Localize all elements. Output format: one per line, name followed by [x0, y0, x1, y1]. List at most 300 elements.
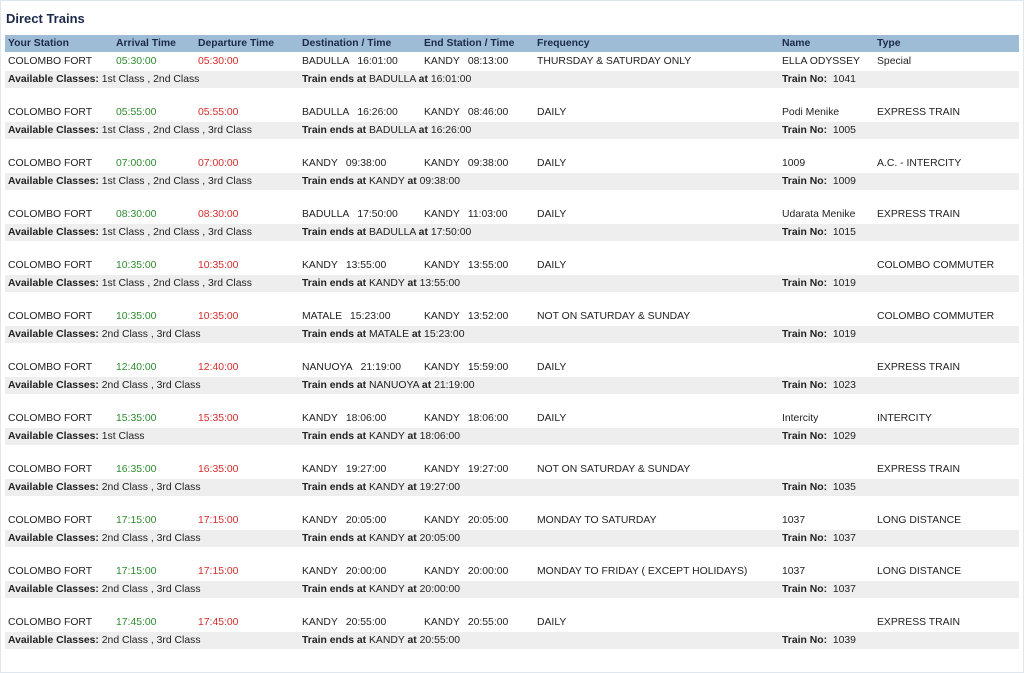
ends-at-label: at [418, 74, 428, 85]
ends-label: Train ends at [302, 176, 367, 187]
ends-label: Train ends at [302, 533, 367, 544]
classes-label: Available Classes: [8, 329, 99, 340]
train-no-value: 1029 [832, 431, 856, 442]
row-spacer [5, 598, 1019, 613]
classes-label: Available Classes: [8, 431, 99, 442]
train-row[interactable] [5, 562, 1019, 581]
end-station-time: 13:52:00 [467, 311, 509, 322]
train-ends [299, 632, 779, 649]
train-detail-row [5, 632, 1019, 649]
destination-cell [299, 256, 421, 275]
train-row[interactable] [5, 256, 1019, 275]
end-station: KANDY [424, 464, 460, 475]
end-station-cell [421, 460, 534, 479]
available-classes [5, 479, 299, 496]
destination-station: KANDY [302, 260, 338, 271]
end-station-time: 20:05:00 [467, 515, 509, 526]
end-station: KANDY [424, 515, 460, 526]
header-departure-time: Departure Time [195, 35, 299, 52]
train-name: Udarata Menike [782, 209, 856, 220]
train-detail-row [5, 122, 1019, 139]
departure-time: 05:30:00 [198, 56, 239, 67]
available-classes [5, 530, 299, 547]
classes-label: Available Classes: [8, 635, 99, 646]
arrival-time: 10:35:00 [116, 311, 157, 322]
destination-station: KANDY [302, 158, 338, 169]
ends-at-label: at [407, 482, 417, 493]
train-no-value: 1015 [832, 227, 856, 238]
ends-label: Train ends at [302, 329, 367, 340]
row-spacer [5, 394, 1019, 409]
row-spacer [5, 139, 1019, 154]
classes-value: 1st Class [101, 431, 145, 442]
arrival-time: 16:35:00 [116, 464, 157, 475]
frequency-cell: DAILY [537, 362, 567, 373]
end-station-time: 08:13:00 [467, 56, 509, 67]
frequency-cell: DAILY [537, 158, 567, 169]
train-name [779, 460, 874, 479]
train-ends [299, 530, 779, 547]
ends-station: NANUOYA [368, 380, 420, 391]
available-classes [5, 377, 299, 394]
row-spacer [5, 88, 1019, 103]
end-station-time: 13:55:00 [467, 260, 509, 271]
destination-cell [299, 613, 421, 632]
available-classes [5, 224, 299, 241]
ends-station: BADULLA [368, 125, 416, 136]
ends-station: MATALE [368, 329, 410, 340]
train-ends [299, 224, 779, 241]
train-detail-row [5, 377, 1019, 394]
end-station-cell [421, 358, 534, 377]
end-station-cell [421, 511, 534, 530]
train-ends [299, 275, 779, 292]
ends-label: Train ends at [302, 278, 367, 289]
frequency-cell: DAILY [537, 107, 567, 118]
end-station-cell [421, 613, 534, 632]
ends-at-label: at [418, 227, 428, 238]
destination-station: BADULLA [302, 107, 350, 118]
classes-label: Available Classes: [8, 125, 99, 136]
train-number [779, 224, 1019, 241]
arrival-time: 17:15:00 [116, 566, 157, 577]
destination-cell [299, 205, 421, 224]
station-cell: COLOMBO FORT [8, 158, 93, 169]
arrival-time: 12:40:00 [116, 362, 157, 373]
header-name: Name [779, 35, 874, 52]
train-no-value: 1019 [832, 278, 856, 289]
destination-time: 09:38:00 [345, 158, 387, 169]
ends-time: 18:06:00 [419, 431, 461, 442]
ends-label: Train ends at [302, 482, 367, 493]
train-type: A.C. - INTERCITY [877, 158, 962, 169]
train-ends [299, 377, 779, 394]
destination-time: 19:27:00 [345, 464, 387, 475]
classes-value: 1st Class , 2nd Class , 3rd Class [101, 278, 252, 289]
train-name: ELLA ODYSSEY [782, 56, 860, 67]
row-spacer [5, 292, 1019, 307]
end-station-time: 18:06:00 [467, 413, 509, 424]
train-number [779, 122, 1019, 139]
end-station-time: 19:27:00 [467, 464, 509, 475]
ends-label: Train ends at [302, 635, 367, 646]
classes-label: Available Classes: [8, 584, 99, 595]
classes-label: Available Classes: [8, 380, 99, 391]
ends-at-label: at [411, 329, 422, 340]
end-station-time: 09:38:00 [467, 158, 509, 169]
train-no-value: 1023 [832, 380, 856, 391]
ends-at-label: at [407, 635, 417, 646]
train-detail-row [5, 581, 1019, 598]
ends-at-label: at [407, 584, 417, 595]
ends-time: 20:00:00 [419, 584, 461, 595]
train-number [779, 479, 1019, 496]
destination-time: 20:55:00 [345, 617, 387, 628]
end-station: KANDY [424, 56, 460, 67]
ends-time: 13:55:00 [419, 278, 461, 289]
departure-time: 17:15:00 [198, 515, 239, 526]
train-no-label: Train No: [782, 278, 828, 289]
train-no-label: Train No: [782, 380, 828, 391]
station-cell: COLOMBO FORT [8, 515, 93, 526]
spacer-cell [5, 292, 1019, 307]
train-name [779, 307, 874, 326]
train-number [779, 275, 1019, 292]
train-type: EXPRESS TRAIN [877, 362, 960, 373]
train-row[interactable] [5, 103, 1019, 122]
train-row[interactable] [5, 307, 1019, 326]
ends-label: Train ends at [302, 431, 367, 442]
destination-time: 13:55:00 [345, 260, 387, 271]
destination-time: 20:05:00 [345, 515, 387, 526]
train-number [779, 377, 1019, 394]
destination-cell [299, 358, 421, 377]
train-detail-row [5, 275, 1019, 292]
ends-label: Train ends at [302, 125, 367, 136]
arrival-time: 10:35:00 [116, 260, 157, 271]
station-cell: COLOMBO FORT [8, 464, 93, 475]
arrival-time: 08:30:00 [116, 209, 157, 220]
departure-time: 17:45:00 [198, 617, 239, 628]
frequency-cell: MONDAY TO SATURDAY [537, 515, 657, 526]
train-number [779, 632, 1019, 649]
ends-label: Train ends at [302, 584, 367, 595]
end-station-cell [421, 205, 534, 224]
end-station: KANDY [424, 362, 460, 373]
destination-cell [299, 154, 421, 173]
row-spacer [5, 343, 1019, 358]
ends-label: Train ends at [302, 380, 367, 391]
train-detail-row [5, 428, 1019, 445]
header-your-station: Your Station [5, 35, 113, 52]
row-spacer [5, 190, 1019, 205]
train-number [779, 71, 1019, 88]
train-no-value: 1009 [832, 176, 856, 187]
train-type: INTERCITY [877, 413, 932, 424]
train-detail-row [5, 224, 1019, 241]
destination-time: 16:01:00 [357, 56, 398, 67]
ends-at-label: at [418, 125, 428, 136]
spacer-cell [5, 445, 1019, 460]
station-cell: COLOMBO FORT [8, 209, 93, 220]
classes-label: Available Classes: [8, 533, 99, 544]
ends-time: 16:01:00 [430, 74, 472, 85]
end-station-time: 20:00:00 [467, 566, 509, 577]
header-frequency: Frequency [534, 35, 779, 52]
end-station-time: 20:55:00 [467, 617, 509, 628]
train-ends [299, 173, 779, 190]
train-ends [299, 122, 779, 139]
destination-time: 15:23:00 [350, 311, 391, 322]
end-station: KANDY [424, 209, 460, 220]
end-station-time: 08:46:00 [467, 107, 509, 118]
spacer-cell [5, 343, 1019, 358]
spacer-cell [5, 394, 1019, 409]
destination-cell [299, 562, 421, 581]
ends-label: Train ends at [302, 74, 367, 85]
train-no-label: Train No: [782, 635, 828, 646]
classes-value: 1st Class , 2nd Class , 3rd Class [101, 125, 252, 136]
destination-station: MATALE [302, 311, 343, 322]
station-cell: COLOMBO FORT [8, 413, 93, 424]
train-name: 1037 [782, 566, 806, 577]
ends-time: 16:26:00 [430, 125, 472, 136]
spacer-cell [5, 190, 1019, 205]
departure-time: 10:35:00 [198, 311, 239, 322]
end-station-cell [421, 562, 534, 581]
ends-station: KANDY [368, 533, 405, 544]
classes-label: Available Classes: [8, 278, 99, 289]
destination-cell [299, 460, 421, 479]
arrival-time: 05:30:00 [116, 56, 157, 67]
train-name: Podi Menike [782, 107, 840, 118]
end-station: KANDY [424, 617, 460, 628]
train-no-label: Train No: [782, 482, 828, 493]
train-name: Intercity [782, 413, 819, 424]
classes-label: Available Classes: [8, 482, 99, 493]
frequency-cell: THURSDAY & SATURDAY ONLY [537, 56, 692, 67]
frequency-cell: DAILY [537, 413, 567, 424]
classes-value: 2nd Class , 3rd Class [101, 329, 201, 340]
ends-station: KANDY [368, 176, 405, 187]
ends-time: 20:55:00 [419, 635, 461, 646]
train-type: EXPRESS TRAIN [877, 209, 960, 220]
ends-at-label: at [407, 278, 417, 289]
train-name [779, 613, 874, 632]
classes-value: 1st Class , 2nd Class , 3rd Class [101, 227, 252, 238]
train-number [779, 530, 1019, 547]
available-classes [5, 122, 299, 139]
train-row[interactable] [5, 511, 1019, 530]
row-spacer [5, 445, 1019, 460]
available-classes [5, 71, 299, 88]
station-cell: COLOMBO FORT [8, 311, 93, 322]
end-station-cell [421, 409, 534, 428]
train-row[interactable] [5, 358, 1019, 377]
spacer-cell [5, 496, 1019, 511]
classes-value: 2nd Class , 3rd Class [101, 482, 201, 493]
row-spacer [5, 496, 1019, 511]
classes-value: 2nd Class , 3rd Class [101, 635, 201, 646]
train-no-label: Train No: [782, 176, 828, 187]
spacer-cell [5, 139, 1019, 154]
station-cell: COLOMBO FORT [8, 260, 93, 271]
destination-time: 16:26:00 [357, 107, 398, 118]
departure-time: 15:35:00 [198, 413, 239, 424]
ends-station: KANDY [368, 635, 405, 646]
departure-time: 17:15:00 [198, 566, 239, 577]
train-number [779, 326, 1019, 343]
train-no-label: Train No: [782, 584, 828, 595]
end-station: KANDY [424, 311, 460, 322]
available-classes [5, 428, 299, 445]
train-detail-row [5, 71, 1019, 88]
destination-cell [299, 307, 421, 326]
destination-station: BADULLA [302, 209, 350, 220]
row-spacer [5, 241, 1019, 256]
arrival-time: 15:35:00 [116, 413, 157, 424]
ends-time: 15:23:00 [424, 329, 465, 340]
classes-value: 2nd Class , 3rd Class [101, 533, 201, 544]
train-ends [299, 71, 779, 88]
train-ends [299, 326, 779, 343]
destination-station: BADULLA [302, 56, 350, 67]
ends-station: KANDY [368, 482, 405, 493]
available-classes [5, 173, 299, 190]
destination-station: NANUOYA [302, 362, 353, 373]
station-cell: COLOMBO FORT [8, 362, 93, 373]
train-row[interactable] [5, 460, 1019, 479]
classes-value: 2nd Class , 3rd Class [101, 584, 201, 595]
ends-at-label: at [421, 380, 432, 391]
available-classes [5, 326, 299, 343]
ends-time: 20:05:00 [419, 533, 461, 544]
station-cell: COLOMBO FORT [8, 107, 93, 118]
classes-label: Available Classes: [8, 176, 99, 187]
end-station-time: 11:03:00 [467, 209, 508, 220]
train-detail-row [5, 530, 1019, 547]
train-type: EXPRESS TRAIN [877, 464, 960, 475]
ends-station: KANDY [368, 584, 405, 595]
departure-time: 10:35:00 [198, 260, 239, 271]
departure-time: 07:00:00 [198, 158, 239, 169]
available-classes [5, 275, 299, 292]
end-station-time: 15:59:00 [467, 362, 509, 373]
destination-cell [299, 52, 421, 71]
train-ends [299, 581, 779, 598]
train-name [779, 256, 874, 275]
header-destination: Destination / Time [299, 35, 421, 52]
train-detail-row [5, 173, 1019, 190]
departure-time: 16:35:00 [198, 464, 239, 475]
ends-at-label: at [407, 176, 417, 187]
end-station: KANDY [424, 413, 460, 424]
train-no-label: Train No: [782, 227, 828, 238]
arrival-time: 17:45:00 [116, 617, 157, 628]
train-type: LONG DISTANCE [877, 566, 962, 577]
train-type: LONG DISTANCE [877, 515, 962, 526]
train-type: Special [877, 56, 912, 67]
arrival-time: 17:15:00 [116, 515, 157, 526]
destination-time: 17:50:00 [357, 209, 398, 220]
table-header [5, 35, 1019, 52]
train-row[interactable] [5, 154, 1019, 173]
train-no-value: 1039 [832, 635, 856, 646]
train-no-value: 1005 [832, 125, 856, 136]
spacer-cell [5, 598, 1019, 613]
destination-cell [299, 103, 421, 122]
train-row[interactable] [5, 205, 1019, 224]
train-name: 1009 [782, 158, 806, 169]
page-title: Direct Trains [6, 11, 85, 26]
departure-time: 12:40:00 [198, 362, 239, 373]
header-type: Type [874, 35, 1019, 52]
end-station: KANDY [424, 107, 460, 118]
available-classes [5, 632, 299, 649]
ends-time: 19:27:00 [419, 482, 461, 493]
frequency-cell: DAILY [537, 209, 567, 220]
station-cell: COLOMBO FORT [8, 56, 93, 67]
ends-station: BADULLA [368, 227, 416, 238]
arrival-time: 07:00:00 [116, 158, 157, 169]
end-station-cell [421, 103, 534, 122]
end-station-cell [421, 307, 534, 326]
destination-station: KANDY [302, 617, 338, 628]
header-end-station: End Station / Time [421, 35, 534, 52]
end-station: KANDY [424, 260, 460, 271]
ends-station: KANDY [368, 431, 405, 442]
frequency-cell: MONDAY TO FRIDAY ( EXCEPT HOLIDAYS) [537, 566, 748, 577]
ends-label: Train ends at [302, 227, 367, 238]
frequency-cell: NOT ON SATURDAY & SUNDAY [537, 464, 691, 475]
classes-label: Available Classes: [8, 74, 99, 85]
train-no-label: Train No: [782, 431, 828, 442]
available-classes [5, 581, 299, 598]
classes-value: 1st Class , 2nd Class [101, 74, 200, 85]
train-row[interactable] [5, 409, 1019, 428]
ends-station: BADULLA [368, 74, 416, 85]
destination-station: KANDY [302, 464, 338, 475]
end-station: KANDY [424, 158, 460, 169]
end-station-cell [421, 154, 534, 173]
spacer-cell [5, 241, 1019, 256]
station-cell: COLOMBO FORT [8, 617, 93, 628]
train-no-value: 1037 [832, 584, 856, 595]
destination-station: KANDY [302, 515, 338, 526]
ends-at-label: at [407, 431, 417, 442]
train-row[interactable] [5, 613, 1019, 632]
train-row[interactable] [5, 52, 1019, 71]
train-number [779, 428, 1019, 445]
spacer-cell [5, 547, 1019, 562]
train-no-label: Train No: [782, 533, 828, 544]
destination-time: 18:06:00 [345, 413, 387, 424]
station-cell: COLOMBO FORT [8, 566, 93, 577]
destination-time: 20:00:00 [345, 566, 387, 577]
destination-time: 21:19:00 [360, 362, 402, 373]
train-no-label: Train No: [782, 125, 828, 136]
train-no-value: 1041 [832, 74, 856, 85]
train-type: COLOMBO COMMUTER [877, 260, 995, 271]
train-no-label: Train No: [782, 329, 828, 340]
train-name [779, 358, 874, 377]
train-no-label: Train No: [782, 74, 828, 85]
train-no-value: 1037 [832, 533, 856, 544]
train-detail-row [5, 326, 1019, 343]
train-type: EXPRESS TRAIN [877, 107, 960, 118]
frequency-cell: NOT ON SATURDAY & SUNDAY [537, 311, 691, 322]
train-table [5, 35, 1019, 649]
